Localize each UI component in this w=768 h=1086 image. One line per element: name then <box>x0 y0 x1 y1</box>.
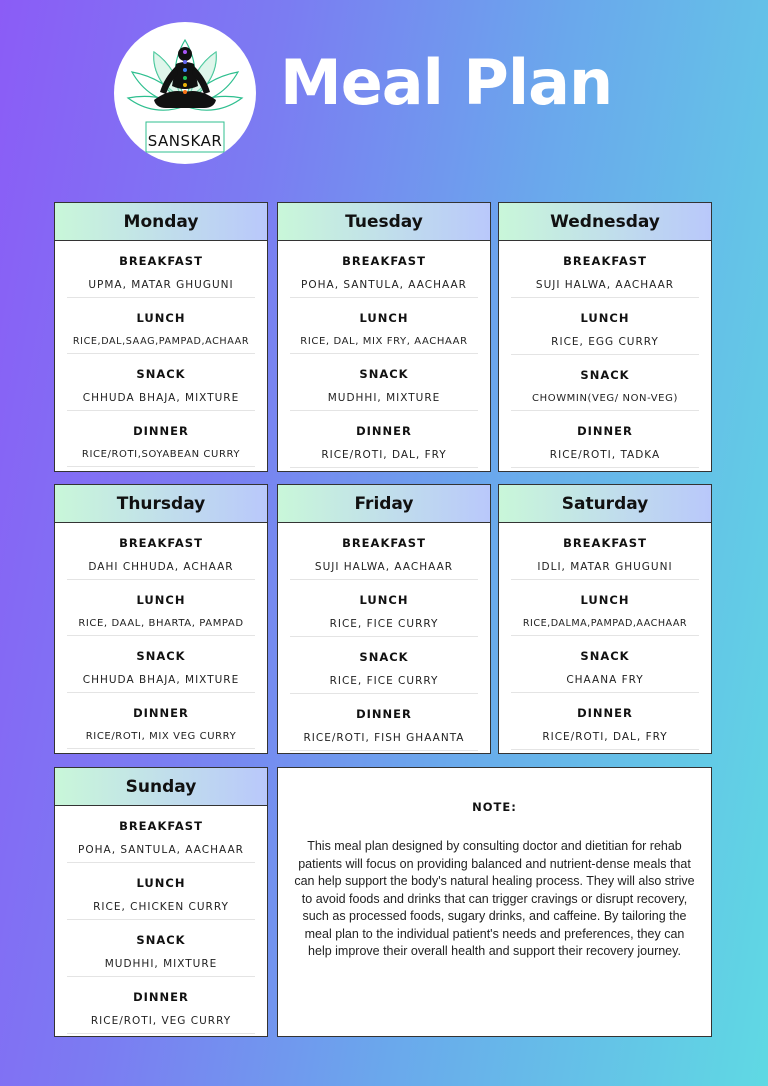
meal-value: RICE/ROTI, VEG CURRY <box>67 1015 255 1034</box>
meal-value: RICE,DAL,SAAG,PAMPAD,ACHAAR <box>67 336 255 354</box>
meal-value: UPMA, MATAR GHUGUNI <box>67 279 255 298</box>
day-card-saturday <box>498 484 712 754</box>
meal-label: SNACK <box>359 367 409 381</box>
meal-value: POHA, SANTULA, AACHAAR <box>67 844 255 863</box>
meal-dinner <box>67 424 255 467</box>
meal-snack <box>290 650 478 694</box>
meal-breakfast <box>67 819 255 863</box>
day-title: Sunday <box>55 768 267 806</box>
meal-label: BREAKFAST <box>119 254 203 268</box>
meal-value: MUDHHI, MIXTURE <box>67 958 255 977</box>
meal-lunch <box>67 593 255 636</box>
meal-label: BREAKFAST <box>342 254 426 268</box>
note-body: This meal plan designed by consulting doctor and dietitian for rehab patients will focus on providing balanced and nutrient-dense meals that can help support the body's natural healing process. They will also strive to avoid foods and drinks that can trigger cravings or disrupt recovery, such as processed foods, sugary drinks, and caffeine. By tailoring the meal plan to the individual patient's needs and preferences, they can help improve their overall health and support their recovery journey. <box>294 839 695 958</box>
meal-snack <box>67 367 255 411</box>
meal-snack <box>511 368 699 411</box>
meal-label: BREAKFAST <box>342 536 426 550</box>
meal-value: IDLI, MATAR GHUGUNI <box>511 561 699 580</box>
day-title: Wednesday <box>499 203 711 241</box>
meal-value: SUJI HALWA, AACHAAR <box>511 279 699 298</box>
logo <box>114 22 256 164</box>
meal-value: RICE, DAAL, BHARTA, PAMPAD <box>67 618 255 636</box>
day-title: Thursday <box>55 485 267 523</box>
meal-value: DAHI CHHUDA, ACHAAR <box>67 561 255 580</box>
meal-label: DINNER <box>356 707 412 721</box>
meal-breakfast <box>290 254 478 298</box>
meal-lunch <box>290 311 478 354</box>
day-card-wednesday <box>498 202 712 472</box>
meal-label: LUNCH <box>136 311 186 325</box>
meal-label: DINNER <box>133 424 189 438</box>
meal-value: RICE/ROTI, TADKA <box>511 449 699 468</box>
meal-label: LUNCH <box>136 876 186 890</box>
meal-value: CHHUDA BHAJA, MIXTURE <box>67 674 255 693</box>
day-title: Monday <box>55 203 267 241</box>
meal-label: BREAKFAST <box>119 536 203 550</box>
meal-label: SNACK <box>580 649 630 663</box>
meal-label: DINNER <box>577 424 633 438</box>
day-card-monday <box>54 202 268 472</box>
meal-dinner <box>290 424 478 468</box>
meal-label: SNACK <box>136 649 186 663</box>
meal-snack <box>67 649 255 693</box>
meal-label: DINNER <box>577 706 633 720</box>
meal-snack <box>67 933 255 977</box>
day-card-friday <box>277 484 491 754</box>
meal-value: RICE/ROTI, DAL, FRY <box>290 449 478 468</box>
meal-dinner <box>290 707 478 751</box>
meal-label: DINNER <box>133 706 189 720</box>
meal-dinner <box>67 706 255 749</box>
meal-label: SNACK <box>359 650 409 664</box>
meal-lunch <box>511 311 699 355</box>
meal-lunch <box>290 593 478 637</box>
logo-text: SANSKAR <box>147 132 223 150</box>
meal-breakfast <box>290 536 478 580</box>
meal-lunch <box>67 876 255 920</box>
meal-value: CHHUDA BHAJA, MIXTURE <box>67 392 255 411</box>
meal-value: RICE, FICE CURRY <box>290 675 478 694</box>
day-title: Saturday <box>499 485 711 523</box>
note-card <box>277 767 712 1037</box>
meal-breakfast <box>67 254 255 298</box>
meal-value: RICE/ROTI, FISH GHAANTA <box>290 732 478 751</box>
meal-label: SNACK <box>136 367 186 381</box>
meal-value: CHOWMIN(VEG/ NON-VEG) <box>511 393 699 411</box>
meal-value: RICE/ROTI,SOYABEAN CURRY <box>67 449 255 467</box>
meal-label: BREAKFAST <box>563 536 647 550</box>
meal-value: RICE/ROTI, DAL, FRY <box>511 731 699 750</box>
meal-label: SNACK <box>580 368 630 382</box>
meal-label: BREAKFAST <box>563 254 647 268</box>
meal-breakfast <box>511 254 699 298</box>
meal-value: RICE/ROTI, MIX VEG CURRY <box>67 731 255 749</box>
day-title: Friday <box>278 485 490 523</box>
meal-label: LUNCH <box>359 311 409 325</box>
meal-breakfast <box>511 536 699 580</box>
meal-value: CHAANA FRY <box>511 674 699 693</box>
meal-value: RICE,DALMA,PAMPAD,AACHAAR <box>511 618 699 636</box>
meal-label: BREAKFAST <box>119 819 203 833</box>
meal-dinner <box>67 990 255 1034</box>
meal-snack <box>511 649 699 693</box>
page-title: Meal Plan <box>280 46 613 119</box>
meal-breakfast <box>67 536 255 580</box>
day-card-thursday <box>54 484 268 754</box>
meal-label: DINNER <box>133 990 189 1004</box>
meal-label: LUNCH <box>136 593 186 607</box>
meal-value: RICE, EGG CURRY <box>511 336 699 355</box>
meal-snack <box>290 367 478 411</box>
meal-label: LUNCH <box>580 593 630 607</box>
meal-label: LUNCH <box>359 593 409 607</box>
meal-label: DINNER <box>356 424 412 438</box>
meal-value: RICE, FICE CURRY <box>290 618 478 637</box>
meal-value: SUJI HALWA, AACHAAR <box>290 561 478 580</box>
day-card-tuesday <box>277 202 491 472</box>
meal-lunch <box>67 311 255 354</box>
meal-value: MUDHHI, MIXTURE <box>290 392 478 411</box>
day-title: Tuesday <box>278 203 490 241</box>
meal-value: RICE, CHICKEN CURRY <box>67 901 255 920</box>
meal-label: SNACK <box>136 933 186 947</box>
note-title: NOTE: <box>472 800 517 814</box>
day-card-sunday <box>54 767 268 1037</box>
meal-value: POHA, SANTULA, AACHAAR <box>290 279 478 298</box>
meal-label: LUNCH <box>580 311 630 325</box>
meal-value: RICE, DAL, MIX FRY, AACHAAR <box>290 336 478 354</box>
meal-dinner <box>511 424 699 468</box>
meal-lunch <box>511 593 699 636</box>
meal-dinner <box>511 706 699 750</box>
